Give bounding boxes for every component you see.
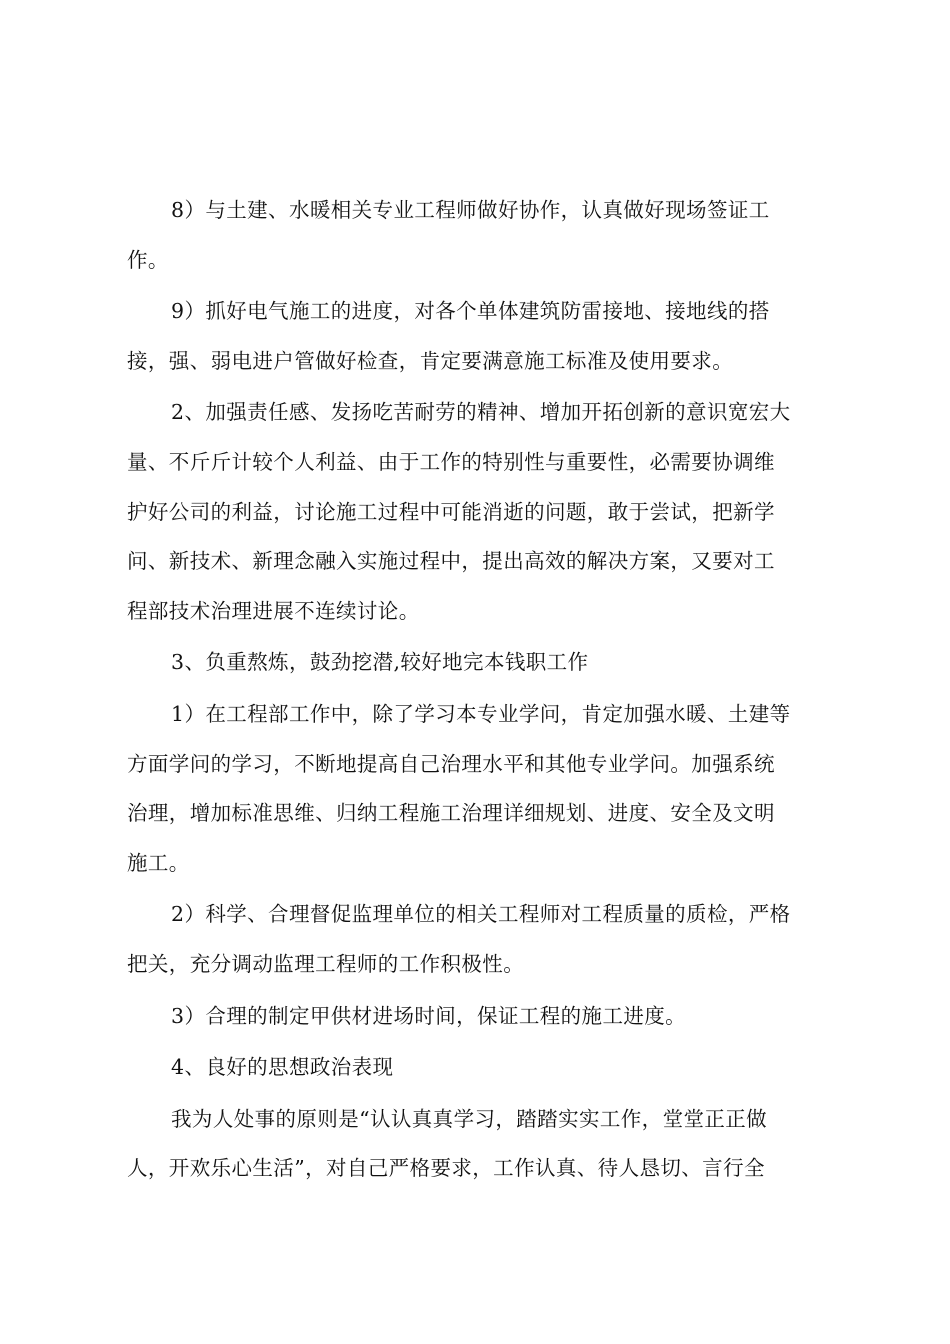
paragraph-3-3 — [127, 992, 833, 1042]
paragraph-section-2 — [127, 388, 833, 636]
text-line: 方面学问的学习，不断地提高自己治理水平和其他专业学问。加强系统 — [127, 751, 775, 776]
text-line: 2、加强责任感、发扬吃苦耐劳的精神、增加开拓创新的意识宽宏大 — [171, 400, 791, 425]
text-line: 人，开欢乐心生活”，对自己严格要求，工作认真、待人恳切、言行全 — [127, 1156, 765, 1181]
text-line: 3）合理的制定甲供材进场时间，保证工程的施工进度。 — [171, 1003, 687, 1028]
text-line: 2）科学、合理督促监理单位的相关工程师对工程质量的质检，严格 — [171, 902, 791, 927]
paragraph-3-1 — [127, 690, 833, 888]
text-line: 3、负重熬炼，鼓劲挖潜,较好地完本钱职工作 — [171, 650, 589, 675]
text-line: 1）在工程部工作中，除了学习本专业学问，肯定加强水暖、土建等 — [171, 701, 791, 726]
document-body — [127, 186, 833, 1196]
text-line: 作。 — [127, 247, 169, 272]
text-line: 治理，增加标准思维、归纳工程施工治理详细规划、进度、安全及文明 — [127, 801, 775, 826]
text-line: 问、新技术、新理念融入实施过程中，提出高效的解决方案，又要对工 — [127, 549, 775, 574]
text-line: 我为人处事的原则是“认认真真学习，踏踏实实工作，堂堂正正做 — [171, 1106, 768, 1131]
paragraph-9 — [127, 287, 833, 386]
text-line: 8）与土建、水暖相关专业工程师做好协作，认真做好现场签证工 — [171, 198, 770, 222]
text-line: 把关，充分调动监理工程师的工作积极性。 — [127, 951, 525, 976]
text-line: 量、不斤斤计较个人利益、由于工作的特别性与重要性，必需要协调维 — [127, 449, 775, 474]
text-line: 程部技术治理进展不连续讨论。 — [127, 598, 420, 623]
section-heading-4 — [127, 1043, 833, 1093]
text-line: 护好公司的利益，讨论施工过程中可能消逝的问题，敢于尝试，把新学 — [127, 499, 775, 524]
text-line: 9）抓好电气施工的进度，对各个单体建筑防雷接地、接地线的搭 — [171, 299, 770, 324]
text-line: 施工。 — [127, 850, 190, 875]
paragraph-4-body — [127, 1095, 833, 1194]
text-line: 接，强、弱电进户管做好检查，肯定要满意施工标准及使用要求。 — [127, 348, 734, 373]
paragraph-3-2 — [127, 890, 833, 989]
section-heading-3 — [127, 638, 833, 688]
text-line: 4、良好的思想政治表现 — [171, 1055, 394, 1080]
paragraph-8 — [127, 186, 833, 285]
